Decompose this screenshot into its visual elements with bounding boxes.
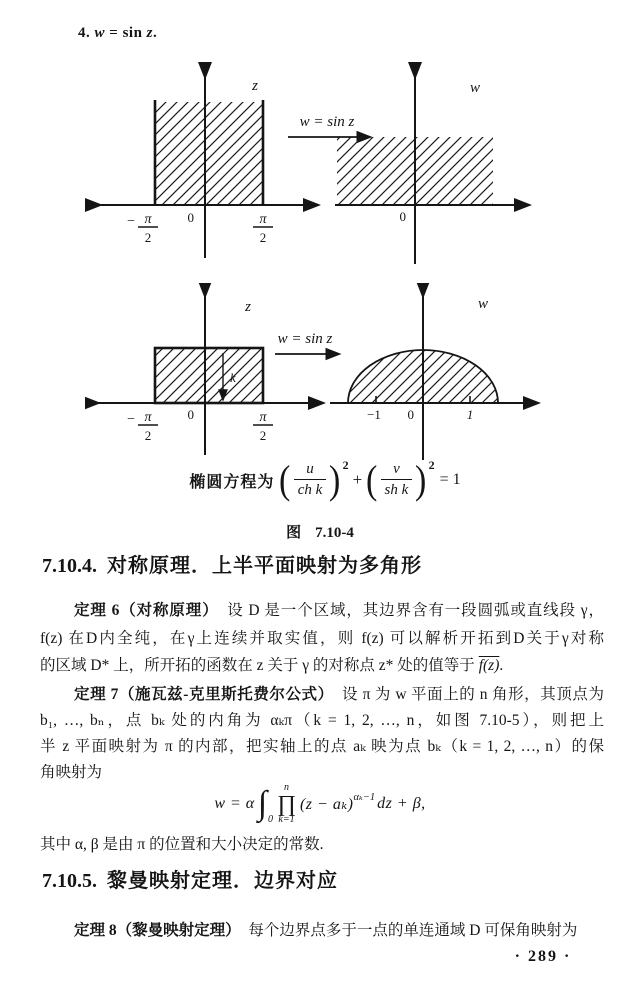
svg-text:2: 2 <box>259 230 267 245</box>
formula-exponent: αₖ−1 <box>353 792 376 803</box>
w-plane-label: w <box>469 80 481 96</box>
item-number: 4. <box>78 25 91 41</box>
svg-text:π: π <box>259 410 267 425</box>
product-upper-limit: n <box>284 782 289 794</box>
origin-label: 0 <box>399 209 406 224</box>
figure-caption <box>0 521 640 542</box>
schwarz-christoffel-formula <box>0 776 640 832</box>
formula-lhs: w = α <box>214 795 255 812</box>
figure-rectangle-to-halfellipse <box>85 283 555 465</box>
section-title: 黎曼映射定理．边界对应 <box>107 870 338 892</box>
mapping-label: w = sin z <box>299 114 355 130</box>
svg-text:2: 2 <box>144 428 152 443</box>
paragraph-line <box>40 682 604 708</box>
theorem-7-text: 半 z 平面映射为 π 的内部，把实轴上的点 aₖ 映为点 bₖ（k = 1, 2, …, n）的保 <box>40 738 604 755</box>
theorem-8-text: 每个边界点多于一点的单连通域 D 可保角映射为 <box>232 922 578 939</box>
product-operator: n ∏ k=1 <box>277 782 296 825</box>
paragraph-line <box>40 734 604 760</box>
list-item-4-heading <box>78 25 157 42</box>
section-heading-7-10-4 <box>42 549 422 578</box>
tick-label-neg-pi-over-2 <box>127 212 158 245</box>
paragraph-line <box>40 597 604 625</box>
svg-text:−: − <box>127 412 135 427</box>
exponent-2: 2 <box>428 457 435 472</box>
page-number <box>498 948 588 966</box>
paragraph-line <box>40 625 604 653</box>
paragraph-line <box>40 918 620 944</box>
var-z: z <box>146 25 154 41</box>
origin-label: 0 <box>187 210 194 225</box>
paragraph-line <box>40 652 604 680</box>
figure-strip-to-halfplane <box>85 62 555 287</box>
hatched-rectangle-region <box>155 348 263 403</box>
plus-sign: + <box>352 470 363 489</box>
period: . <box>153 25 158 41</box>
fraction-v-over-shk: $\frac{v}{\text{sh k}}$ <box>381 461 413 500</box>
formula-integrand: (z − aₖ) <box>299 796 354 813</box>
section-number: 7.10.5. <box>42 870 97 892</box>
paragraph-line <box>40 708 604 734</box>
exponent-2: 2 <box>342 457 349 472</box>
integral-lower-limit: 0 <box>268 814 274 825</box>
tick-label-pi-over-2 <box>253 410 273 443</box>
constants-note-line <box>40 832 323 854</box>
right-paren: ) <box>329 457 341 502</box>
theorem-6-text: . <box>499 657 504 674</box>
theorem-6-text: f(z) 在D内全纯，在γ上连续并取实值，则 f(z) 可以解析开拓到D关于γ对称 <box>40 629 604 647</box>
left-paren: ( <box>366 457 378 502</box>
integral-sign: ∫ 0 <box>257 785 274 825</box>
theorem-6-lead: 定理 6（对称原理） <box>74 602 211 619</box>
left-paren: ( <box>279 457 291 502</box>
section-title: 对称原理．上半平面映射为多角形 <box>107 555 422 577</box>
fraction-u-over-chk: $\frac{u}{\text{ch k}}$ <box>294 461 327 500</box>
theorem-8-paragraph <box>40 918 620 944</box>
caption-number: 7.10-4 <box>315 525 354 541</box>
theorem-7-text: 设 π 为 w 平面上的 n 角形，其顶点为 <box>325 686 604 703</box>
w-plane-label: w <box>477 296 489 312</box>
theorem-7-text: 角映射为 <box>40 764 103 781</box>
svg-text:π: π <box>144 410 152 425</box>
svg-text:2: 2 <box>259 428 267 443</box>
hatched-strip-region <box>155 102 263 205</box>
caption-prefix: 图 <box>286 525 302 541</box>
right-paren: ) <box>415 457 427 502</box>
theorem-7-lead: 定理 7（施瓦兹-克里斯托费尔公式） <box>74 686 326 703</box>
ellipse-equation <box>0 449 640 511</box>
tick-label-one: 1 <box>466 407 474 422</box>
constants-note-text: 其中 α, β 是由 π 的位置和大小决定的常数. <box>40 836 324 853</box>
tick-label-pi-over-2 <box>253 212 273 245</box>
height-k-label: k <box>230 370 236 385</box>
z-plane-label: z <box>245 299 251 315</box>
equals-one: = 1 <box>439 471 461 488</box>
origin-label: 0 <box>407 407 414 422</box>
var-w: w <box>94 25 106 41</box>
tick-label-neg-pi-over-2 <box>127 410 158 443</box>
conjugate-f-z: f(z) <box>478 657 500 674</box>
equals-sin: = sin <box>105 25 147 41</box>
svg-text:−: − <box>127 214 135 229</box>
equation-lead-text: 椭圆方程为 <box>189 473 275 491</box>
section-heading-7-10-5 <box>42 864 338 893</box>
tick-label-neg-one: −1 <box>367 407 381 422</box>
section-number: 7.10.4. <box>42 555 97 577</box>
svg-text:2: 2 <box>144 230 152 245</box>
theorem-6-text: 设 D 是一个区域，其边界含有一段圆弧或直线段 γ， <box>210 602 604 619</box>
svg-text:π: π <box>259 212 267 227</box>
mapping-label: w = sin z <box>277 331 333 347</box>
page-number-text: · 289 · <box>514 948 572 965</box>
product-lower-limit: k=1 <box>278 813 295 825</box>
svg-text:π: π <box>144 212 152 227</box>
theorem-6-paragraph <box>40 597 604 680</box>
z-plane-label: z <box>252 78 258 94</box>
theorem-8-lead: 定理 8（黎曼映射定理） <box>74 922 233 939</box>
theorem-6-text: 的区域 D* 上，所开拓的函数在 z 关于 γ 的对称点 z* 处的值等于 <box>40 657 479 674</box>
theorem-7-text: b₁, …, bₙ，点 bₖ 处的内角为 αₖπ（k = 1, 2, …, n，如图 7.10-5），则把上 <box>40 712 604 729</box>
theorem-7-paragraph <box>40 682 604 786</box>
formula-tail: dz + β, <box>377 795 426 812</box>
origin-label: 0 <box>187 407 194 422</box>
